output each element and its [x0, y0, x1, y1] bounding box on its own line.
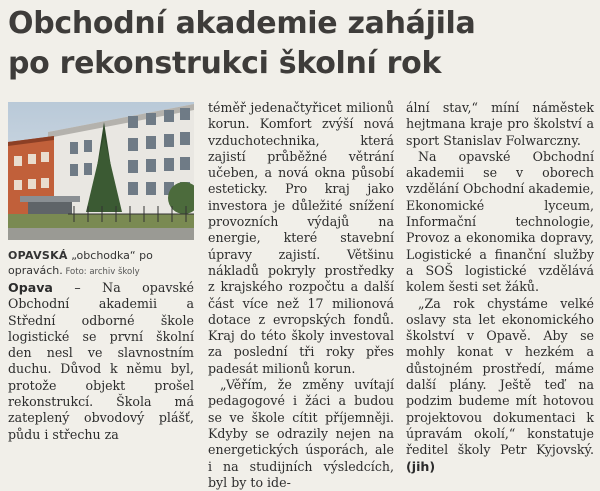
paragraph: téměř jedenačtyřicet milionů korun. Komfort zvýší nová vzduchotechnika, která zajistí průběžné větrání učeben, a nová okna působí esteticky. Pro kraj jako investora je důležité snížení provozních výdajů na energie, které stavební úpravy zajistí. Většinu nákladů pokryly prostředky z krajského rozpočtu a další část více než 17 milionová dotace z evropských fondů. Kraj do této školy investoval za poslední tři roky přes padesát milionů korun. — [208, 100, 394, 376]
caption-head: OPAVSKÁ — [8, 249, 68, 262]
headline-line-1: Obchodní akademie zahájila — [8, 6, 476, 41]
lead-paragraph — [8, 280, 194, 443]
caption-credit: Foto: archiv školy — [62, 267, 140, 277]
article-column-1 — [8, 280, 194, 443]
headline-line-2: po rekonstrukci školní rok — [8, 46, 442, 81]
headline — [8, 4, 594, 84]
paragraph: ální stav,“ míní náměstek hejtmana kraje pro školství a sport Stanislav Folwarczny. — [406, 100, 594, 148]
article-column-2 — [208, 100, 394, 491]
closing-text: „Za rok chystáme velké oslavy sta let ekonomického školství v Opavě. Aby se mohly konat v hezkém a důstojném prostředí, máme další plány. Ještě teď na podzim budeme mít hotovou projektovou dokumentaci k úpravám okolí,“ konstatuje ředitel školy Petr Kyjovský. — [406, 295, 594, 458]
photo-caption — [8, 248, 194, 280]
lead-text: – Na opavské Obchodní akademii a Střední odborné škole logistické se první školní den nesl ve slavnostním duchu. Důvod k němu byl, protože objekt prošel rekonstrukcí. Škola má zateplený obvodový plášť, půdu i střechu za — [8, 280, 194, 442]
school-building-illustration — [8, 102, 194, 240]
school-building-photo — [8, 102, 194, 240]
quote-paragraph: „Věřím, že změny uvítají pedagogové i žáci a budou se ve škole cítit příjemněji. Kdyby se odrazily nejen na energetických úsporách, ale i na studijních výsledcích, byl by to ide- — [208, 377, 394, 490]
paragraph: Na opavské Obchodní akademii se v oborech vzdělání Obchodní akademie, Ekonomické lyceum, Informační technologie, Provoz a ekonomika dopravy, Logistické a finanční služby a SOŠ logistické vzdělává kolem šesti set žáků. — [406, 148, 594, 295]
dateline: Opava — [8, 280, 53, 295]
author-signature: (jih) — [406, 458, 436, 474]
closing-paragraph — [406, 296, 594, 475]
article-column-3 — [406, 100, 594, 475]
caption-text: „obchodka“ po opravách. — [8, 249, 153, 277]
